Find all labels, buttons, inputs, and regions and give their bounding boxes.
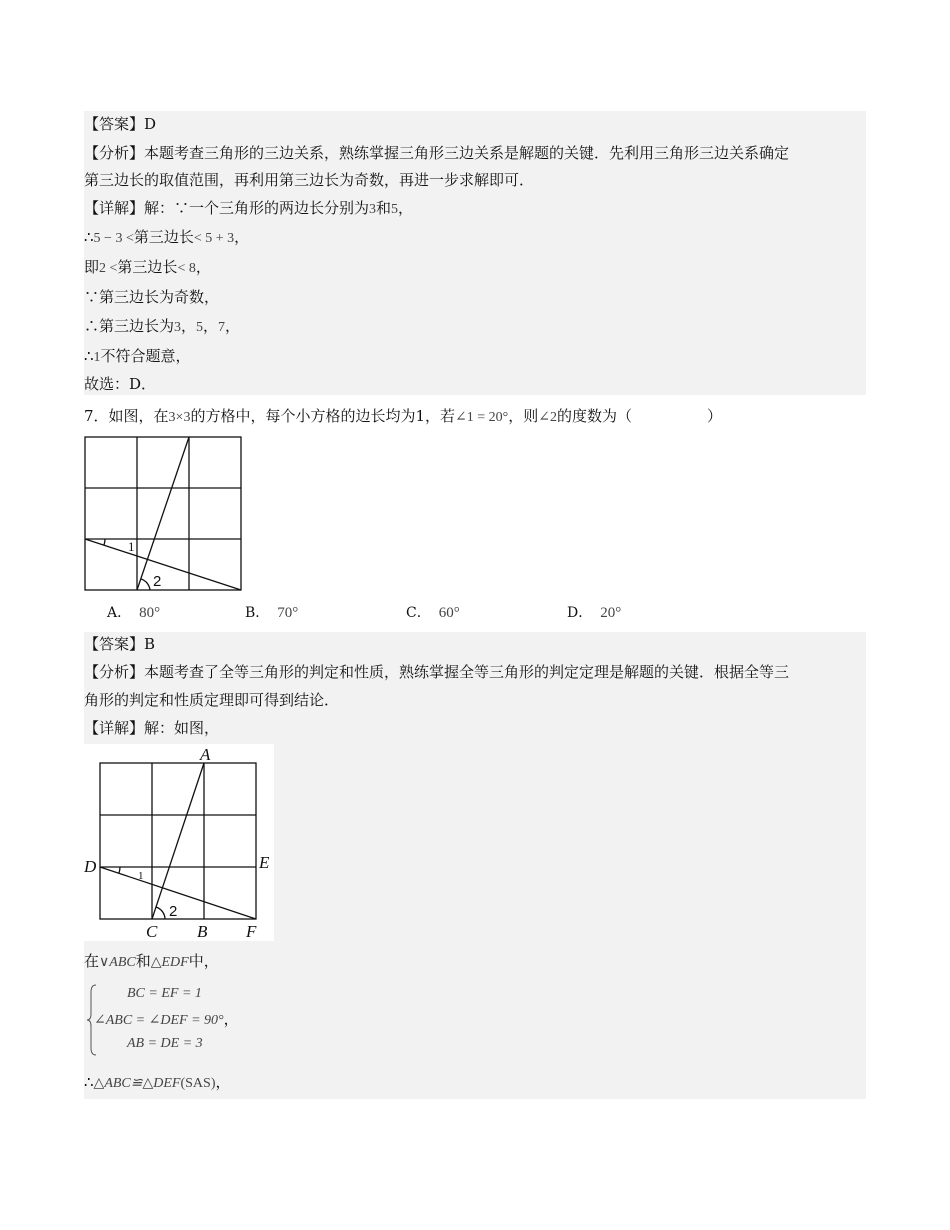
q6-solution-block [84, 111, 866, 395]
q7-conclusion-line [84, 1072, 231, 1094]
q6-detail-line-3 [84, 257, 211, 279]
detail-text: 在 [84, 952, 100, 970]
analysis-text: 第三边长的取值范围，再利用第三边长为奇数，再进一步求解即可． [84, 171, 535, 189]
q6-detail-line-6 [84, 346, 191, 368]
detail-text: 中， [188, 952, 219, 970]
option-value: 70° [277, 605, 299, 621]
point-f-label: F [246, 922, 257, 941]
answer-tag: 【答案】 [84, 115, 145, 133]
answer-value: B [144, 635, 156, 653]
math-angle-equality: ∠ABC = ∠DEF = 90° [94, 1013, 224, 1028]
math-3: 3 [369, 202, 377, 217]
option-value: 20° [600, 605, 622, 621]
detail-text: ， [398, 199, 414, 217]
detail-text: ∵第三边长为奇数， [84, 288, 220, 306]
math-triangle-edf: △EDF [150, 955, 189, 970]
detail-text: 解：∵一个三角形的两边长分别为 [144, 199, 370, 217]
analysis-tag: 【分析】 [84, 663, 145, 681]
grid-figure-question [84, 436, 244, 594]
point-c-label: C [146, 922, 158, 941]
point-a-label: A [200, 745, 211, 764]
math-1: 1 [93, 350, 101, 365]
option-value: 60° [438, 605, 460, 621]
option-value: 80° [139, 605, 161, 621]
option-b[interactable] [245, 602, 298, 622]
math-inequality-right: < 5 + 3 [193, 231, 235, 246]
therefore-symbol: ∴ [84, 228, 94, 246]
angle-2-label: 2 [169, 903, 178, 920]
q7-analysis-line-1 [84, 662, 789, 682]
detail-text: ， [234, 228, 250, 246]
stem-text: 的度数为（ ） [557, 407, 723, 425]
math-7: 7 [218, 320, 226, 335]
angle-2-label: 2 [153, 573, 162, 590]
detail-text: ， [203, 317, 219, 335]
q7-stem [84, 406, 722, 428]
detail-text: ， [195, 258, 211, 276]
q6-detail-line-7 [84, 374, 156, 394]
system-eq-2 [94, 1009, 239, 1031]
analysis-text: 本题考查了全等三角形的判定和性质，熟练掌握全等三角形的判定定理是解题的关键．根据全等三 [144, 663, 790, 681]
stem-text: 7．如图，在 [84, 407, 169, 425]
math-inequality-left: 5 − 3 < [93, 231, 134, 246]
detail-text: 即 [84, 258, 100, 276]
option-letter: A． [107, 605, 132, 621]
q7-analysis-line-2 [84, 690, 339, 710]
math-5: 5 [196, 320, 204, 335]
q7-answer-line [84, 634, 155, 654]
q7-in-triangles-line [84, 951, 219, 973]
q6-analysis-line-2 [84, 170, 534, 190]
math-5: 5 [391, 202, 399, 217]
math-triangle-abc: ∨ABC [99, 955, 136, 970]
detail-text: 不符合题意， [100, 347, 191, 365]
angle-1-label: 1 [138, 870, 144, 882]
detail-text: 和 [135, 952, 151, 970]
math-3x3: 3×3 [168, 410, 191, 425]
detail-text: ， [225, 317, 241, 335]
answer-value: D [144, 115, 157, 133]
detail-text: ， [215, 1073, 231, 1091]
therefore-symbol: ∴ [84, 347, 94, 365]
detail-text: ， [181, 317, 197, 335]
q6-analysis-line-1 [84, 143, 789, 163]
detail-text: 解：如图， [144, 719, 220, 737]
point-d-label: D [84, 857, 97, 876]
system-eq-1: BC = EF = 1 [127, 986, 202, 1001]
point-b-label: B [197, 922, 208, 941]
math-inequality-left: 2 < [99, 261, 118, 276]
detail-text: 故选：D． [84, 375, 157, 393]
q6-answer-line [84, 114, 156, 134]
answer-tag: 【答案】 [84, 635, 145, 653]
math-angle2: ∠2 [538, 410, 558, 425]
math-congruence: △ABC≌△DEF [93, 1076, 181, 1091]
analysis-text: 本题考查三角形的三边关系，熟练掌握三角形三边关系是解题的关键．先利用三角形三边关系确定 [144, 144, 790, 162]
point-e-label: E [259, 853, 270, 872]
option-letter: C． [406, 605, 431, 621]
system-eq-3: AB = DE = 3 [127, 1036, 203, 1051]
detail-text: 和 [376, 199, 392, 217]
stem-text: ，若 [425, 407, 456, 425]
q6-detail-line-1 [84, 198, 413, 220]
stem-text: 1 [415, 407, 426, 425]
q6-detail-line-2 [84, 227, 249, 249]
q6-detail-line-5 [84, 316, 240, 338]
option-letter: D． [567, 605, 593, 621]
math-3: 3 [174, 320, 182, 335]
grid-figure-solution [84, 744, 274, 941]
detail-tag: 【详解】 [84, 199, 145, 217]
q7-detail-intro [84, 718, 219, 738]
analysis-tag: 【分析】 [84, 144, 145, 162]
option-c[interactable] [406, 602, 460, 622]
detail-tag: 【详解】 [84, 719, 145, 737]
angle-1-label: 1 [128, 539, 135, 554]
detail-text: ， [223, 1010, 239, 1028]
option-letter: B． [245, 605, 270, 621]
detail-text: 第三边长 [133, 228, 194, 246]
detail-text: 第三边长 [117, 258, 178, 276]
option-a[interactable] [107, 602, 160, 622]
q6-detail-line-4 [84, 287, 219, 307]
analysis-text: 角形的判定和性质定理即可得到结论． [84, 691, 340, 709]
q7-solution-block [84, 632, 866, 1099]
math-inequality-right: < 8 [177, 261, 196, 276]
therefore-symbol: ∴ [84, 1073, 94, 1091]
detail-text: ∴第三边长为 [84, 317, 175, 335]
option-d[interactable] [567, 602, 621, 622]
math-angle1: ∠1 = 20° [455, 410, 509, 425]
math-sas: (SAS) [180, 1076, 216, 1091]
stem-text: 的方格中，每个小方格的边长均为 [190, 407, 416, 425]
stem-text: ，则 [508, 407, 539, 425]
